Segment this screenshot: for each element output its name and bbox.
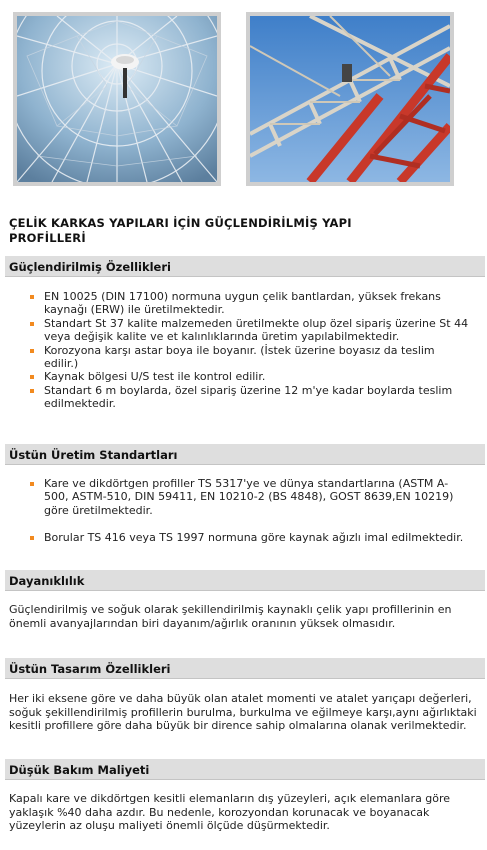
bullet-icon [30,389,34,393]
bullet-icon [30,295,34,299]
design-features-text: Her iki eksene göre ve daha büyük olan atalet momenti ve atalet yarıçapı değerleri, soğuk şekillendirilmiş profillerin burulma, burkulma ve eğilmeye karşı,aynı ağırlıktaki kesitli profillere göre daha büyük bir dirence sahip olmalarına olanak verilmektedir. [9,692,477,733]
list-item: EN 10025 (DIN 17100) normuna uygun çelik bantlardan, yüksek frekans kaynağı (ERW) ile üretilmektedir. [30,290,470,317]
section-header-production-standards: Üstün Üretim Standartları [5,444,485,465]
section-header-design-features: Üstün Tasarım Özellikleri [5,658,485,679]
steel-truss-image [246,12,454,186]
bullet-icon [30,375,34,379]
list-item: Standart St 37 kalite malzemeden üretilmekte olup özel sipariş üzerine St 44 veya değişik kalite ve et kalınlıklarında üretim yapılabilmektedir. [30,317,470,344]
section-header-durability: Dayanıklılık [5,570,485,591]
geodesic-dome-icon [17,16,217,182]
bullet-icon [30,482,34,486]
bullet-icon [30,349,34,353]
steel-truss-icon [250,16,450,182]
low-maintenance-text: Kapalı kare ve dikdörtgen kesitli elemanların dış yüzeyleri, açık elemanlara göre yaklaşık %40 daha azdır. Bu nedenle, korozyondan korunacak ve boyanacak yüzeylerin az oluşu maliyeti önemli ölçüde düşürmektedir. [9,792,451,833]
page-title: ÇELİK KARKAS YAPILARI İÇİN GÜÇLENDİRİLMİŞ YAPI PROFİLLERİ [9,216,352,245]
geodesic-dome-image [13,12,221,186]
photo-row [13,12,473,190]
bullet-icon [30,536,34,540]
list-item: Borular TS 416 veya TS 1997 normuna göre kaynak ağızlı imal edilmektedir. [30,531,470,544]
reinforced-features-list [30,290,470,411]
list-item: Kare ve dikdörtgen profiller TS 5317'ye ve dünya standartlarına (ASTM A-500, ASTM-510, DIN 59411, EN 10210-2 (BS 4848), GOST 8639,EN 10219) göre üretilmektedir. [30,477,470,517]
section-header-reinforced-features: Güçlendirilmiş Özellikleri [5,256,485,277]
list-item: Standart 6 m boylarda, özel sipariş üzerine 12 m'ye kadar boylarda teslim edilmektedir. [30,384,470,411]
bullet-icon [30,322,34,326]
list-item: Korozyona karşı astar boya ile boyanır. (İstek üzerine boyasız da teslim edilir.) [30,344,470,371]
list-item: Kaynak bölgesi U/S test ile kontrol edilir. [30,370,470,383]
production-standards-list [30,477,470,559]
section-header-low-maintenance: Düşük Bakım Maliyeti [5,759,485,780]
durability-text: Güçlendirilmiş ve soğuk olarak şekillendirilmiş kaynaklı çelik yapı profillerinin en önemli avanyajlarından biri dayanım/ağırlık oranının yüksek olmasıdır. [9,603,452,630]
